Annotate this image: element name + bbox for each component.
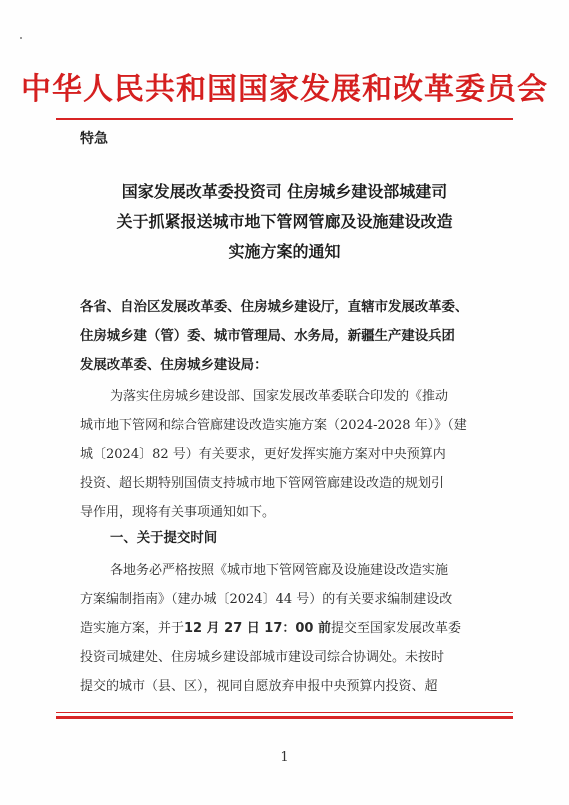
title-line-3: 实施方案的通知 (228, 242, 341, 261)
footer-red-rule-thin (56, 712, 513, 713)
para1-line-4: 投资、超长期特别国债支持城市地下管网管廊建设改造的规划引 (80, 476, 445, 491)
para2-line-3-pre: 造实施方案，并于 (80, 621, 185, 636)
body-paragraph-1 (80, 382, 512, 527)
body-paragraph-2 (80, 556, 512, 701)
page-number: 1 (280, 750, 289, 765)
para2-line-1: 各地务必严格按照《城市地下管网管廊及设施建设改造实施 (110, 563, 449, 578)
section-heading-1: 一、关于提交时间 (110, 531, 218, 546)
recipients-line-1: 各省、自治区发展改革委、住房城乡建设厅，直辖市发展改革委、 (80, 300, 469, 315)
recipients-block (80, 293, 510, 380)
scan-mark (20, 37, 22, 39)
para1-line-3: 城〔2024〕82 号）有关要求，更好发挥实施方案对中央预算内 (80, 447, 446, 462)
para2-line-3-post: 提交至国家发展改革委 (331, 621, 462, 636)
para2-line-4: 投资司城建处、住房城乡建设部城市建设司综合协调处。未按时 (80, 650, 445, 665)
para2-line-2: 方案编制指南》（建办城〔2024〕44 号）的有关要求编制建设改 (80, 592, 453, 607)
footer-red-rule-thick (56, 716, 513, 719)
urgency-label: 特急 (80, 131, 108, 147)
para1-line-2: 城市地下管网和综合管廊建设改造实施方案（2024-2028 年）》（建 (80, 418, 467, 433)
recipients-line-2: 住房城乡建（管）委、城市管理局、水务局，新疆生产建设兵团 (80, 329, 455, 344)
para2-line-3 (80, 614, 512, 643)
title-line-1: 国家发展改革委投资司 住房城乡建设部城建司 (121, 182, 448, 201)
agency-header: 中华人民共和国国家发展和改革委员会 (21, 72, 548, 107)
document-title (0, 177, 569, 267)
title-line-2: 关于抓紧报送城市地下管网管廊及设施建设改造 (116, 212, 453, 231)
deadline-text: 12 月 27 日 17：00 前 (184, 621, 332, 636)
recipients-line-3: 发展改革委、住房城乡建设局： (80, 358, 268, 373)
para1-line-5: 导作用，现将有关事项通知如下。 (80, 505, 276, 520)
para2-line-5: 提交的城市（县、区），视同自愿放弃申报中央预算内投资、超 (80, 679, 438, 694)
para1-line-1: 为落实住房城乡建设部、国家发展改革委联合印发的《推动 (110, 389, 449, 404)
header-red-rule (56, 118, 513, 120)
